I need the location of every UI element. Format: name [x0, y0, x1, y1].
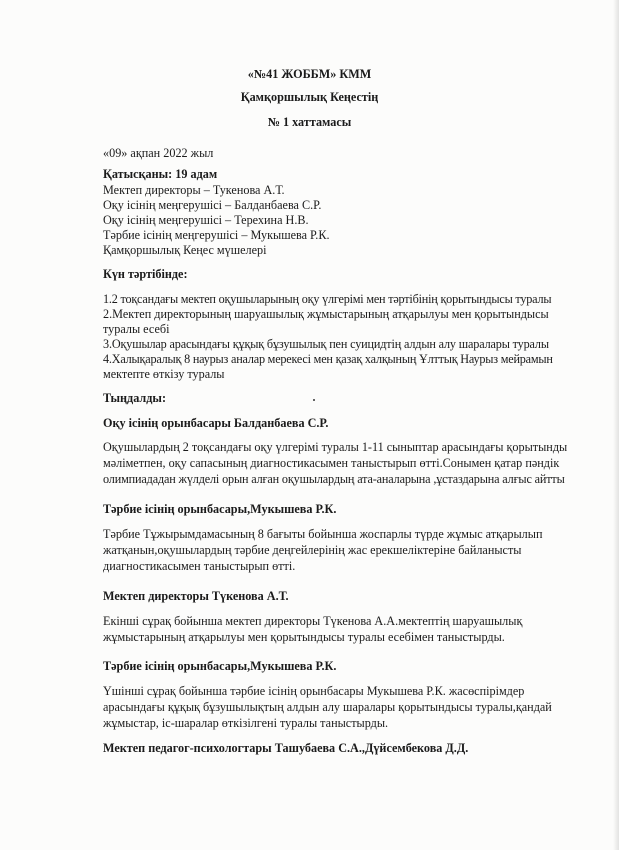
- speaker-heading: Мектеп педагог-психологтары Ташубаева С.А.,Дүйсембекова Д.Д.: [103, 741, 469, 755]
- agenda-line: 4.Халықаралық 8 наурыз аналар мерекесі мен қазақ халқының Ұлттық Наурыз мейрамын: [103, 352, 553, 366]
- report-line: жұмыстарының атқарылуы мен қорытындысы туралы есебімен таныстырды.: [103, 630, 505, 644]
- agenda-line: 2.Мектеп директорының шаруашылық жұмыстарының атқарылуы мен қорытындысы: [103, 307, 549, 321]
- heard-title: Тыңдалды:: [103, 391, 167, 405]
- attendee: Мектеп директоры – Тукенова А.Т.: [103, 183, 285, 197]
- report-line: мәліметпен, оқу сапасының диагностикасымен таныстырып өтті.Сонымен қатар пәндік: [103, 456, 560, 470]
- agenda-line: мектепте өткізу туралы: [103, 367, 225, 381]
- council-title: Қамқоршылық Кеңестің: [240, 90, 379, 104]
- protocol-number: № 1 хаттамасы: [267, 115, 352, 129]
- report-line: Үшінші сұрақ бойынша тәрбие ісінің орынбасары Мукышева Р.К. жасөспірімдер: [103, 684, 525, 698]
- report-line: жұмыстар, іс-шаралар өткізілгені туралы таныстырды.: [103, 716, 389, 730]
- report-line: Тәрбие Тұжырымдамасының 8 бағыты бойынша жоспарлы түрде жұмыс атқарылып: [103, 527, 543, 541]
- speaker-heading: Тәрбие ісінің орынбасары,Мукышева Р.К.: [103, 659, 337, 673]
- report-line: жатқанын,оқушылардың тәрбие деңгейлерінің жас ерекшеліктеріне байланысты: [103, 543, 522, 557]
- attendee: Оқу ісінің меңгерушісі – Балданбаева С.Р.: [103, 198, 322, 212]
- attendee: Тәрбие ісінің меңгерушісі – Мукышева Р.К.: [103, 228, 330, 242]
- agenda-line: 1.2 тоқсандағы мектеп оқушыларының оқу үлгерімі мен тәртібінің қорытындысы туралы: [103, 292, 552, 306]
- meeting-date: «09» ақпан 2022 жыл: [103, 146, 214, 160]
- report-line: арасындағы құқық бұзушылықтың алдын алу шаралары қорытындысы туралы,қандай: [103, 700, 552, 714]
- report-line: Екінші сұрақ бойынша мектеп директоры Түкенова А.А.мектептің шаруашылық: [103, 614, 523, 628]
- report-line: олимпиададан жүлделі орын алған оқушылардың ата-аналарына ,ұстаздарына алғыс айтты: [103, 472, 565, 486]
- agenda-line: 3.Оқушылар арасындағы құқық бұзушылық пен суицидтің алдын алу шаралары туралы: [103, 337, 549, 351]
- attendance-count: Қатысқаны: 19 адам: [103, 167, 218, 181]
- speaker-heading: Мектеп директоры Түкенова А.Т.: [103, 589, 289, 603]
- report-line: Оқушылардың 2 тоқсандағы оқу үлгерімі туралы 1-11 сыныптар арасындағы қорытынды: [103, 440, 568, 454]
- report-line: диагностикасымен таныстырып өтті.: [103, 559, 296, 573]
- attendee: Қамқоршылық Кеңес мүшелері: [103, 243, 267, 257]
- org-title: «№41 ЖОББМ» КММ: [247, 67, 372, 81]
- agenda-title: Күн тәртібінде:: [103, 267, 188, 281]
- agenda-line: туралы есебі: [103, 322, 170, 336]
- scan-speck: [313, 399, 315, 401]
- speaker-heading: Оқу ісінің орынбасары Балданбаева С.Р.: [103, 416, 329, 430]
- attendee: Оқу ісінің меңгерушісі – Терехина Н.В.: [103, 213, 309, 227]
- speaker-heading: Тәрбие ісінің орынбасары,Мукышева Р.К.: [103, 502, 337, 516]
